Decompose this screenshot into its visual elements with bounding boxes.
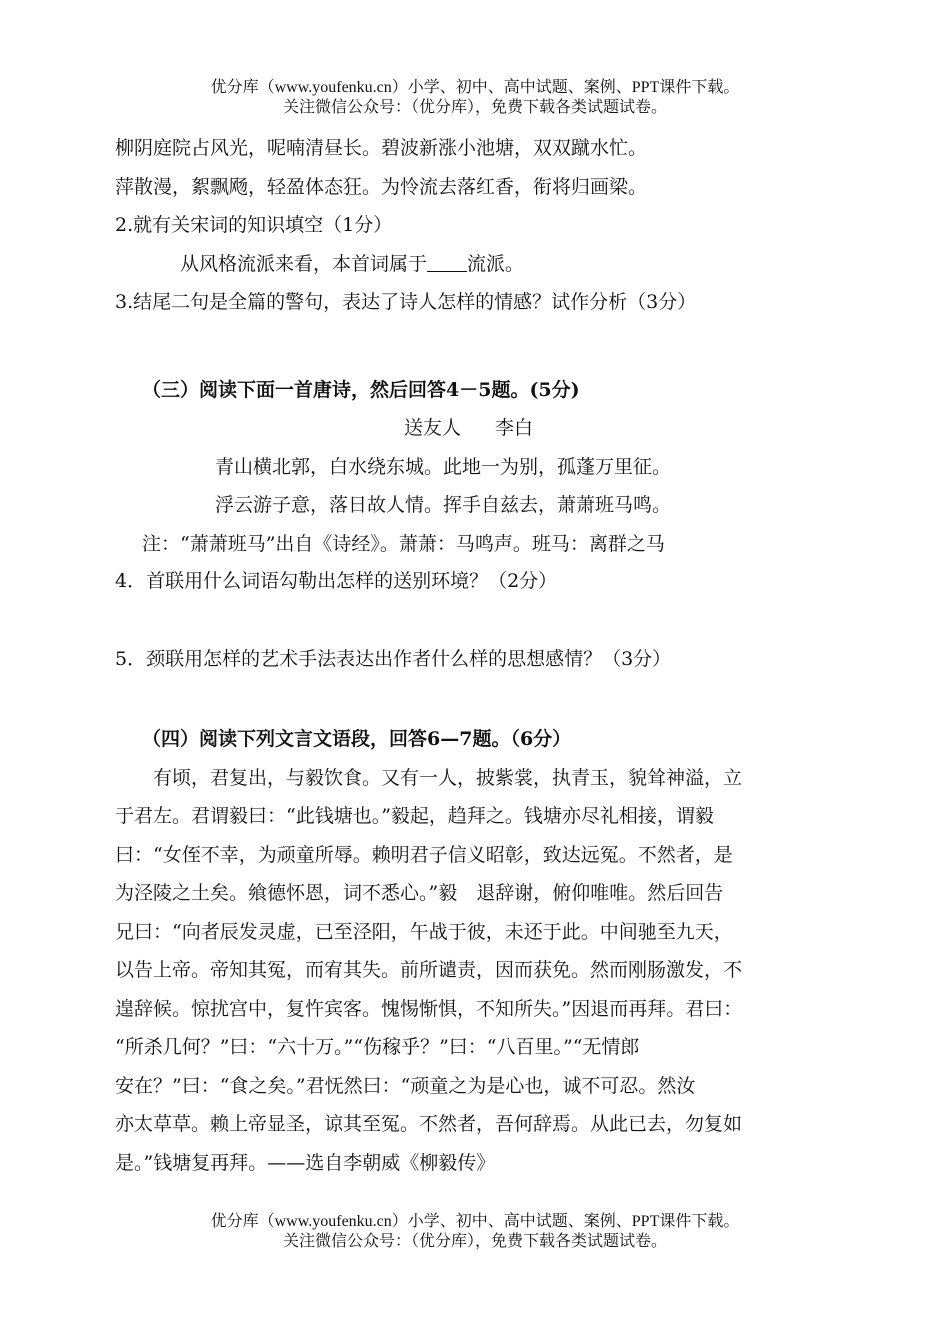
ci-line-2: 萍散漫，絮飘飏，轻盈体态狂。为怜流去落红香，衔将归画梁。 xyxy=(115,176,648,198)
footer-line-2: 关注微信公众号：（优分库），免费下载各类试题试卷。 xyxy=(282,1233,667,1250)
poem-line-2: 浮云游子意，落日故人情。挥手自兹去，萧萧班马鸣。 xyxy=(215,494,672,516)
header-line-1: 优分库（www.youfenku.cn）小学、初中、高中试题、案例、PPT课件下载。 xyxy=(210,79,740,96)
poem-title: 送友人 xyxy=(404,417,462,439)
question-4: 4．首联用什么词语勾勒出怎样的送别环境？（2分） xyxy=(115,570,558,592)
question-2-fill xyxy=(180,252,524,276)
passage-line: 亦太草草。赖上帝显圣，谅其至冤。不然者，吾何辞焉。从此已去，勿复如 xyxy=(115,1113,743,1135)
question-3: 3.结尾二句是全篇的警句，表达了诗人怎样的情感？试作分析（3分） xyxy=(115,291,697,313)
passage-line: “所杀几何？”曰：“六十万。”“伤稼乎？”曰：“八百里。”“无情郎 xyxy=(115,1036,640,1058)
fill-after: 流派。 xyxy=(467,253,525,275)
answer-blank[interactable] xyxy=(427,253,467,272)
section-4-heading: （四）阅读下列文言文语段，回答6—7题。（6分） xyxy=(142,728,572,750)
passage-line: 于君左。君谓毅曰：“此钱塘也。”毅起，趋拜之。钱塘亦尽礼相接，谓毅 xyxy=(115,805,714,827)
passage-line: 兄曰：“向者辰发灵虚，已至泾阳，午战于彼，未还于此。中间驰至九天， xyxy=(115,921,733,943)
passage-line: 安在？”曰：“食之矣。”君怃然曰：“顽童之为是心也，诚不可忍。然汝 xyxy=(115,1075,696,1097)
passage-line: 以告上帝。帝知其冤，而宥其失。前所谴责，因而获免。然而刚肠激发，不 xyxy=(115,959,743,981)
passage-line: 遑辞候。惊扰宫中，复忤宾客。愧惕惭惧，不知所失。”因退而再拜。君曰： xyxy=(115,998,743,1020)
footer-line-1: 优分库（www.youfenku.cn）小学、初中、高中试题、案例、PPT课件下载。 xyxy=(210,1213,740,1230)
section-3-heading: （三）阅读下面一首唐诗，然后回答4－5题。(5分) xyxy=(142,379,580,401)
fill-before: 从风格流派来看，本首词属于 xyxy=(180,253,428,275)
passage-line: 有顷，君复出，与毅饮食。又有一人，披紫裳，执青玉，貌耸神溢，立 xyxy=(153,767,743,789)
poem-author: 李白 xyxy=(495,417,534,439)
passage-line: 曰：“女侄不幸，为顽童所辱。赖明君子信义昭彰，致达远冤。不然者，是 xyxy=(115,844,733,866)
poem-line-1: 青山横北郭，白水绕东城。此地一为别，孤蓬万里征。 xyxy=(215,456,672,478)
passage-line: 是。”钱塘复再拜。——选自李朝威《柳毅传》 xyxy=(115,1152,496,1174)
poem-title-line xyxy=(404,416,533,440)
poem-note: 注：“萧萧班马”出自《诗经》。萧萧：马鸣声。班马：离群之马 xyxy=(142,533,665,555)
question-5: 5．颈联用怎样的艺术手法表达出作者什么样的思想感情？（3分） xyxy=(115,648,672,670)
ci-line-1: 柳阴庭院占风光，呢喃清昼长。碧波新涨小池塘，双双蹴水忙。 xyxy=(115,137,648,159)
page-header xyxy=(0,78,950,118)
page-footer xyxy=(0,1212,950,1252)
question-2: 2.就有关宋词的知识填空（1分） xyxy=(115,214,393,236)
passage-line: 为泾陵之土矣。飨德怀恩，词不悉心。”毅 退辞谢，俯仰唯唯。然后回告 xyxy=(115,882,724,904)
header-line-2: 关注微信公众号：（优分库），免费下载各类试题试卷。 xyxy=(282,99,667,116)
